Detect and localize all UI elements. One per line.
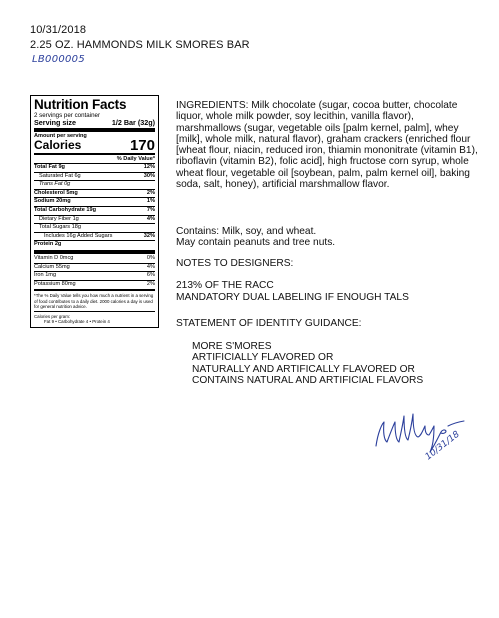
nutrient-row xyxy=(34,189,155,198)
micronutrient-dv: 2% xyxy=(146,280,155,287)
soi-line: CONTAINS NATURAL AND ARTIFICIAL FLAVORS xyxy=(192,375,424,386)
nutrient-name: Protein 2g xyxy=(34,241,62,248)
micronutrient-dv: 6% xyxy=(146,272,155,279)
nutrition-facts-title: Nutrition Facts xyxy=(34,97,127,112)
soi-line: ARTIFICIALLY FLAVORED OR xyxy=(192,352,334,363)
serving-size-value: 1/2 Bar (32g) xyxy=(111,118,155,127)
micronutrient-name: Iron 1mg xyxy=(34,272,57,279)
soi-heading: STATEMENT OF IDENTITY GUIDANCE: xyxy=(176,318,362,329)
daily-value-header: % Daily Value* xyxy=(116,156,155,162)
calories-row xyxy=(34,139,155,152)
micronutrient-name: Calcium 55mg xyxy=(34,263,70,270)
labeling-note: MANDATORY DUAL LABELING IF ENOUGH TALS xyxy=(176,292,409,303)
micronutrient-row xyxy=(34,263,155,272)
product-title: 2.25 OZ. HAMMONDS MILK SMORES BAR xyxy=(30,39,250,51)
nutrient-name: Total Fat 9g xyxy=(34,164,65,170)
serving-size-row xyxy=(34,119,155,127)
calories-value: 170 xyxy=(129,137,155,154)
document-date: 10/31/2018 xyxy=(30,24,87,36)
nutrient-dv: 30% xyxy=(143,172,155,179)
micronutrient-dv: 0% xyxy=(146,254,155,261)
nutrient-row xyxy=(34,223,155,232)
calories-per-gram xyxy=(34,314,155,324)
nutrient-row xyxy=(34,206,155,215)
handwritten-signature xyxy=(368,402,473,472)
signature-date: 10/31/18 xyxy=(423,429,462,463)
handwritten-code: LB000005 xyxy=(32,54,86,65)
soi-line: MORE S'MORES xyxy=(192,341,272,352)
nutrient-name: Total Sugars 18g xyxy=(39,224,81,231)
nutrient-name: Saturated Fat 6g xyxy=(39,172,81,179)
micronutrient-dv: 4% xyxy=(146,263,155,270)
nutrient-dv: 4% xyxy=(146,215,155,222)
racc-note: 213% OF THE RACC xyxy=(176,280,274,291)
allergen-may-contain: May contain peanuts and tree nuts. xyxy=(176,237,336,248)
serving-size-label: Serving size xyxy=(34,118,76,127)
nutrient-row xyxy=(34,180,155,189)
nutrient-name: Includes 16g Added Sugars xyxy=(44,232,113,239)
thin-divider xyxy=(34,311,155,312)
calories-label: Calories xyxy=(34,138,82,152)
thick-divider xyxy=(34,250,155,254)
soi-line: NATURALLY AND ARTIFICALLY FLAVORED OR xyxy=(192,364,415,375)
micronutrient-name: Potassium 80mg xyxy=(34,280,76,287)
nutrient-name: Total Carbohydrate 19g xyxy=(34,206,97,213)
nutrient-row xyxy=(34,232,155,241)
nutrient-row xyxy=(34,163,155,172)
micronutrient-rows xyxy=(34,255,155,288)
thick-divider xyxy=(34,128,155,132)
nutrient-dv: 12% xyxy=(143,164,155,170)
micronutrient-row xyxy=(34,280,155,289)
daily-value-footnote: *The % Daily Value tells you how much a nutrient in a serving of food contributes to a daily diet. 2000 calories a day is used for general nutrition advice. xyxy=(34,293,154,309)
nutrient-rows xyxy=(34,163,155,249)
nutrient-name: Cholesterol 5mg xyxy=(34,189,78,196)
notes-heading: NOTES TO DESIGNERS: xyxy=(176,258,294,269)
ingredients-statement: INGREDIENTS: Milk chocolate (sugar, cocoa butter, chocolate liquor, whole milk powder, soy lecithin, vanilla flavor), marshmallows (sugar, vegetable oils [palm kernel, palm], whey [milk], whole milk, natural flavor), graham crackers (enriched flour [wheat flour, niacin, reduced iron, thiamin mononitrate (vitamin B1), riboflavin (vitamin B2), folic acid], high fructose corn syrup, whole wheat flour, vegetable oil [soybean, palm, palm kernel oil], baking soda, salt, honey), artificial marshmallow flavor. xyxy=(176,100,478,191)
allergen-contains: Contains: Milk, soy, and wheat. xyxy=(176,226,317,237)
nutrient-dv: 1% xyxy=(146,198,155,205)
nutrient-name: Trans Fat 0g xyxy=(39,181,71,188)
servings-per-container: 2 servings per container xyxy=(34,112,101,119)
nutrient-row xyxy=(34,215,155,224)
calories-per-gram-values: Fat 9 • Carbohydrate 4 • Protein 4 xyxy=(44,319,110,325)
nutrient-dv: 2% xyxy=(146,189,155,196)
nutrition-facts-panel xyxy=(30,95,159,328)
nutrient-row xyxy=(34,197,155,206)
nutrient-name: Sodium 20mg xyxy=(34,198,71,205)
micronutrient-row xyxy=(34,255,155,263)
amount-per-serving: Amount per serving xyxy=(34,133,87,139)
micronutrient-name: Vitamin D 0mcg xyxy=(34,254,74,261)
calories-per-gram-label: Calories per gram: xyxy=(34,313,71,319)
medium-divider xyxy=(34,289,155,291)
nutrient-name: Dietary Fiber 1g xyxy=(39,215,79,222)
nutrient-dv: 7% xyxy=(146,206,155,213)
nutrient-dv: 32% xyxy=(143,232,155,239)
nutrient-row xyxy=(34,240,155,249)
nutrient-row xyxy=(34,172,155,181)
micronutrient-row xyxy=(34,271,155,280)
